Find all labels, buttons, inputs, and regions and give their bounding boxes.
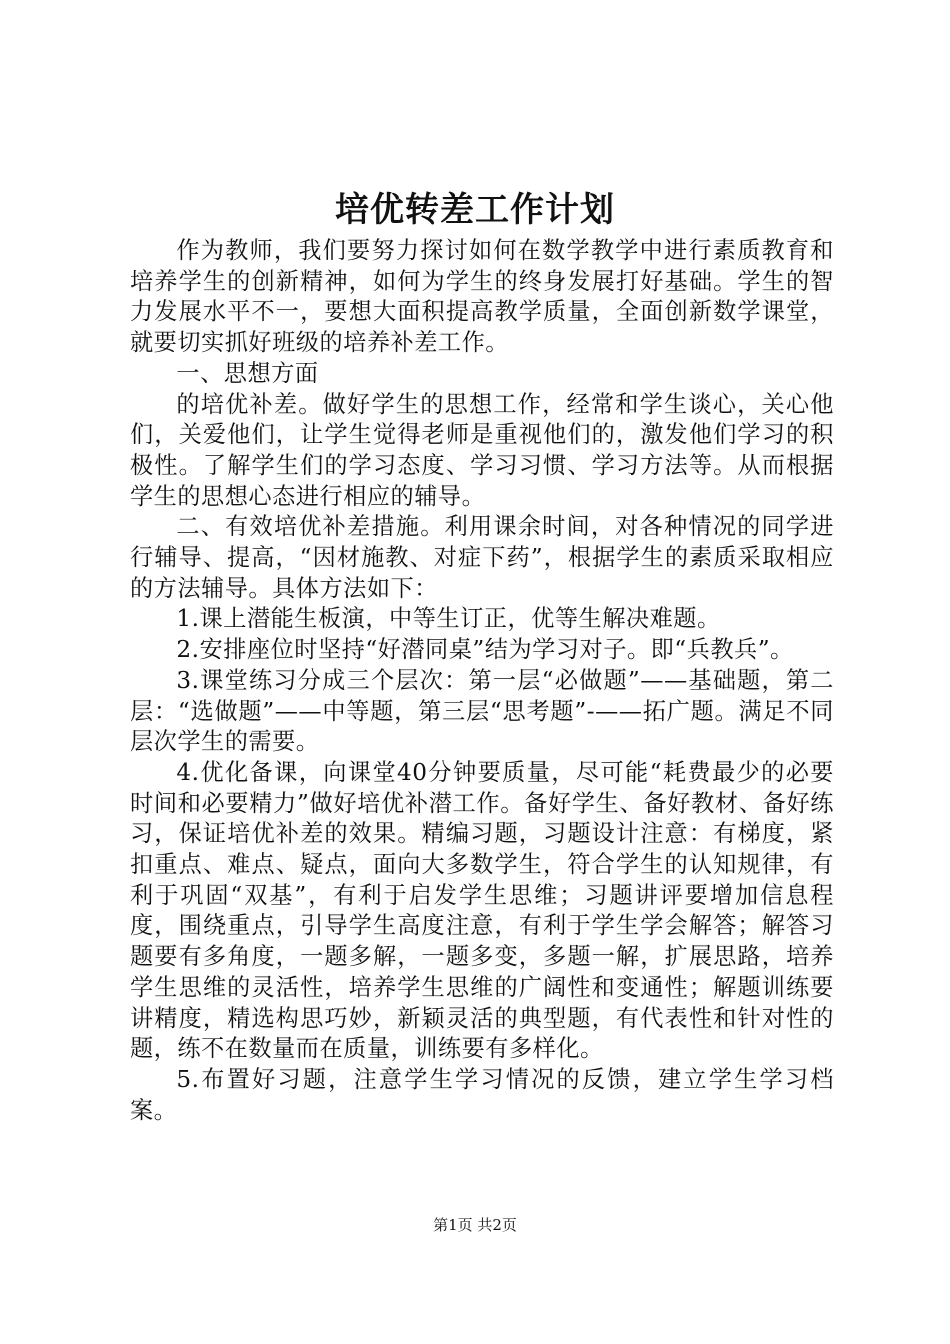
- document-body: [130, 236, 834, 1126]
- list-item-4: 4.优化备课，向课堂40分钟要质量，尽可能“耗费最少的必要时间和必要精力”做好培优补潜工作。备好学生、备好教材、备好练习，保证培优补差的效果。精编习题，习题设计注意：有梯度，紧扣重点、难点、疑点，面向大多数学生，符合学生的认知规律，有利于巩固“双基”，有利于启发学生思维；习题讲评要增加信息程度，围绕重点，引导学生高度注意，有利于学生学会解答；解答习题要有多角度，一题多解，一题多变，多题一解，扩展思路，培养学生思维的灵活性，培养学生思维的广阔性和变通性；解题训练要讲精度，精选构思巧妙，新颖灵活的典型题，有代表性和针对性的题，练不在数量而在质量，训练要有多样化。: [130, 758, 834, 1063]
- list-item-2: 2.安排座位时坚持“好潜同桌”结为学习对子。即“兵教兵”。: [176, 636, 794, 664]
- list-item-5: 5.布置好习题，注意学生学习情况的反馈，建立学生学习档案。: [130, 1065, 834, 1124]
- page-number-footer: 第1页 共2页: [433, 1216, 517, 1234]
- document-title: 培优转差工作计划: [335, 190, 615, 230]
- list-item-3: 3.课堂练习分成三个层次：第一层“必做题”——基础题，第二层：“选做题”——中等题，第三层“思考题”-——拓广题。满足不同层次学生的需要。: [130, 666, 834, 756]
- list-item-1: 1.课上潜能生板演，中等生订正，优等生解决难题。: [176, 605, 721, 633]
- section-heading-ideology: 一、思想方面: [176, 359, 319, 387]
- paragraph-intro: 作为教师，我们要努力探讨如何在数学教学中进行素质教育和培养学生的创新精神，如何为学生的终身发展打好基础。学生的智力发展水平不一，要想大面积提高教学质量，全面创新数学课堂，就要切实抓好班级的培养补差工作。: [130, 237, 834, 357]
- section-heading-measures: 二、有效培优补差措施。利用课余时间，对各种情况的同学进行辅导、提高，“因材施教、对症下药”，根据学生的素质采取相应的方法辅导。具体方法如下：: [130, 513, 834, 602]
- paragraph-ideology: 的培优补差。做好学生的思想工作，经常和学生谈心，关心他们，关爱他们，让学生觉得老师是重视他们的，激发他们学习的积极性。了解学生们的学习态度、学习习惯、学习方法等。从而根据学生的思想心态进行相应的辅导。: [130, 390, 834, 510]
